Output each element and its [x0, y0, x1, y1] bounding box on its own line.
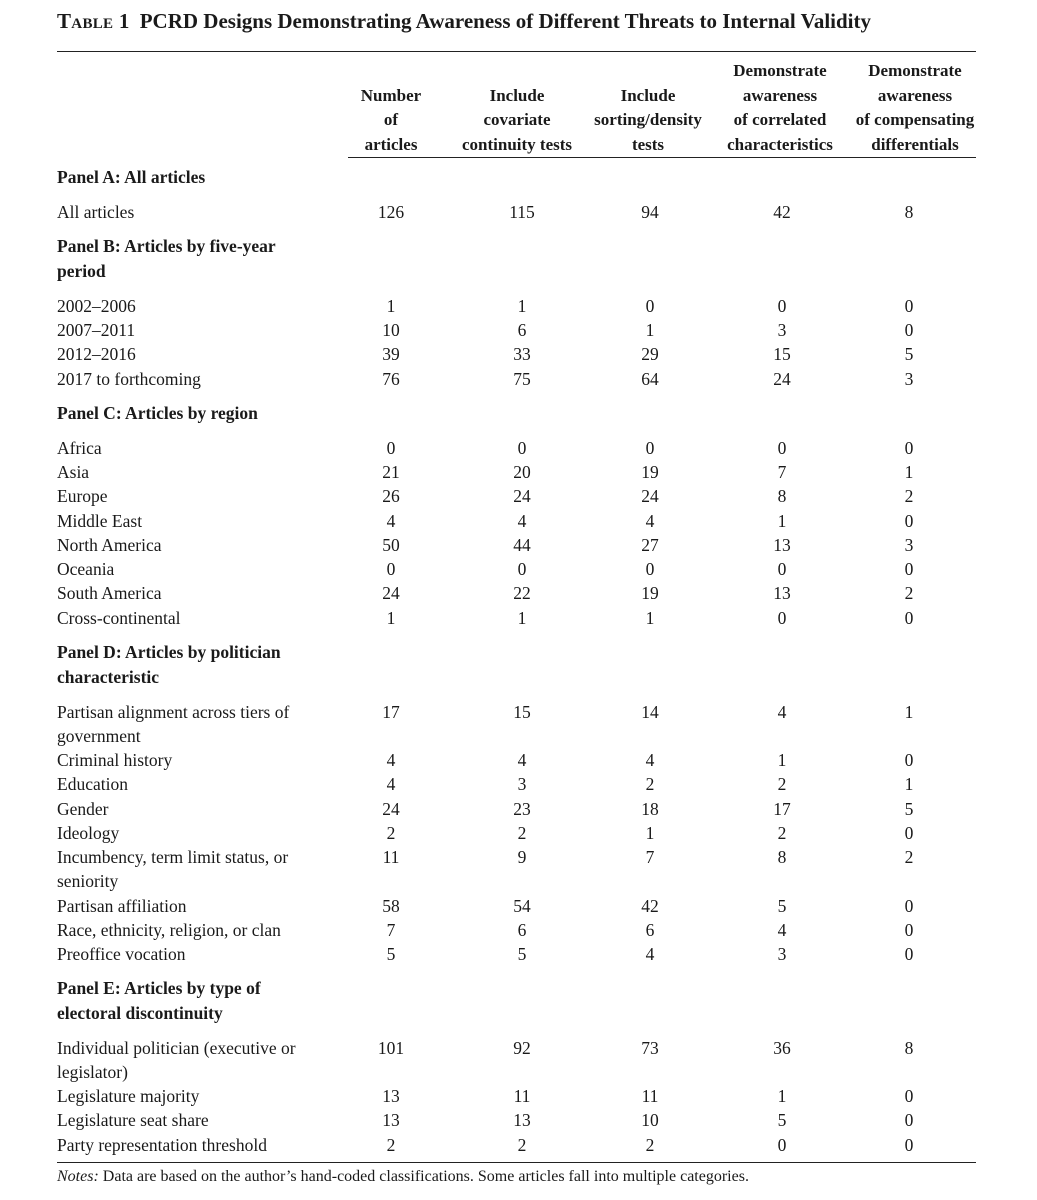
cell-sorting-tests: 0	[645, 296, 655, 316]
row-label: Race, ethnicity, religion, or clan	[57, 920, 281, 940]
cell-sorting-tests: 4	[645, 750, 655, 770]
table-row	[0, 581, 1037, 605]
row-label: Cross-continental	[57, 608, 181, 628]
cell-sorting-tests: 4	[645, 944, 655, 964]
cell-number-of-articles: 4	[386, 511, 396, 531]
cell-correlated-characteristics: 8	[777, 847, 787, 867]
cell-compensating-differentials: 2	[904, 847, 914, 867]
cell-covariate-tests: 115	[509, 202, 535, 222]
table-title-text: PCRD Designs Demonstrating Awareness of Different Threats to Internal Validity	[139, 9, 872, 33]
table-row	[0, 797, 1037, 821]
cell-covariate-tests: 44	[513, 535, 531, 555]
cell-correlated-characteristics: 15	[773, 344, 791, 364]
top-rule	[57, 51, 976, 52]
column-header-compensating-differentials: Demonstrate awareness of compensating differentials	[855, 61, 975, 154]
cell-correlated-characteristics: 3	[777, 320, 787, 340]
column-header-number-of-articles: Number of articles	[360, 85, 422, 154]
cell-correlated-characteristics: 0	[777, 608, 787, 628]
table-row	[0, 533, 1037, 557]
cell-correlated-characteristics: 4	[777, 920, 787, 940]
table-row	[0, 342, 1037, 366]
cell-covariate-tests: 4	[517, 750, 527, 770]
cell-sorting-tests: 2	[645, 1135, 655, 1155]
row-label: Legislature seat share	[57, 1110, 209, 1130]
cell-covariate-tests: 2	[517, 823, 527, 843]
cell-compensating-differentials: 0	[904, 896, 914, 916]
cell-correlated-characteristics: 3	[777, 944, 787, 964]
row-label: North America	[57, 535, 162, 555]
table-row	[0, 894, 1037, 918]
cell-sorting-tests: 0	[645, 438, 655, 458]
row-label: Education	[57, 774, 128, 794]
table-row	[0, 294, 1037, 318]
cell-number-of-articles: 24	[382, 799, 400, 819]
table-row	[0, 606, 1037, 630]
cell-compensating-differentials: 0	[904, 1110, 914, 1130]
table-row	[0, 1084, 1037, 1108]
cell-correlated-characteristics: 36	[773, 1038, 791, 1058]
row-label: South America	[57, 583, 162, 603]
notes-text: Data are based on the author’s hand-coded classifications. Some articles fall into multiple categories.	[98, 1168, 749, 1185]
cell-covariate-tests: 11	[513, 1086, 531, 1106]
cell-correlated-characteristics: 13	[773, 583, 791, 603]
cell-correlated-characteristics: 0	[777, 438, 787, 458]
row-label: Europe	[57, 486, 108, 506]
table-row	[0, 942, 1037, 966]
cell-sorting-tests: 24	[641, 486, 659, 506]
column-header-correlated-characteristics: Demonstrate awareness of correlated characteristics	[727, 61, 833, 154]
cell-covariate-tests: 24	[513, 486, 531, 506]
cell-sorting-tests: 1	[645, 823, 655, 843]
column-header-sorting-density-tests: Include sorting/density tests	[594, 85, 702, 154]
bottom-rule	[57, 1162, 976, 1163]
cell-compensating-differentials: 8	[904, 202, 914, 222]
cell-sorting-tests: 10	[641, 1110, 659, 1130]
cell-number-of-articles: 50	[382, 535, 400, 555]
cell-number-of-articles: 0	[386, 559, 396, 579]
cell-correlated-characteristics: 24	[773, 369, 791, 389]
cell-sorting-tests: 29	[641, 344, 659, 364]
cell-number-of-articles: 39	[382, 344, 400, 364]
cell-covariate-tests: 2	[517, 1135, 527, 1155]
cell-sorting-tests: 4	[645, 511, 655, 531]
cell-correlated-characteristics: 1	[777, 1086, 787, 1106]
row-label: Criminal history	[57, 750, 173, 770]
cell-number-of-articles: 126	[377, 202, 405, 222]
cell-sorting-tests: 2	[645, 774, 655, 794]
cell-compensating-differentials: 2	[904, 486, 914, 506]
table-row	[0, 845, 1037, 891]
table-row	[0, 772, 1037, 796]
cell-sorting-tests: 6	[645, 920, 655, 940]
row-label: Oceania	[57, 559, 115, 579]
row-label: Partisan affiliation	[57, 896, 187, 916]
cell-correlated-characteristics: 8	[777, 486, 787, 506]
cell-compensating-differentials: 1	[904, 462, 914, 482]
cell-compensating-differentials: 0	[904, 920, 914, 940]
cell-number-of-articles: 101	[377, 1038, 405, 1058]
cell-correlated-characteristics: 0	[777, 1135, 787, 1155]
cell-correlated-characteristics: 2	[777, 823, 787, 843]
table-row	[0, 1108, 1037, 1132]
cell-compensating-differentials: 5	[904, 344, 914, 364]
cell-number-of-articles: 4	[386, 774, 396, 794]
cell-number-of-articles: 21	[382, 462, 400, 482]
table-row	[0, 318, 1037, 342]
cell-sorting-tests: 1	[645, 320, 655, 340]
cell-number-of-articles: 11	[382, 847, 400, 867]
cell-correlated-characteristics: 0	[777, 296, 787, 316]
cell-covariate-tests: 0	[517, 559, 527, 579]
cell-covariate-tests: 75	[513, 369, 531, 389]
table-row	[0, 484, 1037, 508]
cell-compensating-differentials: 1	[904, 702, 914, 722]
cell-number-of-articles: 7	[386, 920, 396, 940]
row-label: Asia	[57, 462, 90, 482]
cell-compensating-differentials: 0	[904, 320, 914, 340]
row-label: Incumbency, term limit status, or seniority	[57, 847, 289, 891]
cell-compensating-differentials: 0	[904, 608, 914, 628]
cell-sorting-tests: 14	[641, 702, 659, 722]
panel-d-title: Panel D: Articles by politician characteristic	[57, 642, 281, 687]
cell-compensating-differentials: 0	[904, 438, 914, 458]
table-row	[0, 436, 1037, 460]
cell-number-of-articles: 24	[382, 583, 400, 603]
table-row	[0, 700, 1037, 746]
cell-covariate-tests: 6	[517, 320, 527, 340]
row-label: 2017 to forthcoming	[57, 369, 201, 389]
cell-compensating-differentials: 1	[904, 774, 914, 794]
table-row	[0, 200, 1037, 224]
table-title	[57, 9, 871, 34]
row-label: Ideology	[57, 823, 120, 843]
cell-sorting-tests: 0	[645, 559, 655, 579]
cell-covariate-tests: 92	[513, 1038, 531, 1058]
table-row	[0, 918, 1037, 942]
cell-compensating-differentials: 0	[904, 1135, 914, 1155]
cell-covariate-tests: 4	[517, 511, 527, 531]
cell-number-of-articles: 13	[382, 1086, 400, 1106]
cell-compensating-differentials: 0	[904, 750, 914, 770]
cell-correlated-characteristics: 5	[777, 896, 787, 916]
row-label: 2007–2011	[57, 320, 136, 340]
cell-covariate-tests: 15	[513, 702, 531, 722]
cell-compensating-differentials: 8	[904, 1038, 914, 1058]
panel-e-title: Panel E: Articles by type of electoral discontinuity	[57, 978, 261, 1023]
cell-sorting-tests: 19	[641, 462, 659, 482]
cell-compensating-differentials: 0	[904, 296, 914, 316]
cell-covariate-tests: 23	[513, 799, 531, 819]
panel-a-title: Panel A: All articles	[57, 167, 206, 187]
cell-number-of-articles: 2	[386, 823, 396, 843]
table-row	[0, 1036, 1037, 1082]
cell-number-of-articles: 26	[382, 486, 400, 506]
cell-sorting-tests: 1	[645, 608, 655, 628]
cell-compensating-differentials: 0	[904, 511, 914, 531]
row-label: Gender	[57, 799, 109, 819]
cell-correlated-characteristics: 1	[777, 511, 787, 531]
cell-number-of-articles: 76	[382, 369, 400, 389]
table-label: Table 1	[57, 9, 130, 33]
cell-compensating-differentials: 2	[904, 583, 914, 603]
cell-correlated-characteristics: 2	[777, 774, 787, 794]
cell-correlated-characteristics: 1	[777, 750, 787, 770]
cell-sorting-tests: 18	[641, 799, 659, 819]
cell-compensating-differentials: 0	[904, 1086, 914, 1106]
cell-number-of-articles: 5	[386, 944, 396, 964]
panel-c-title: Panel C: Articles by region	[57, 403, 258, 423]
cell-compensating-differentials: 3	[904, 369, 914, 389]
cell-covariate-tests: 1	[517, 608, 527, 628]
cell-number-of-articles: 58	[382, 896, 400, 916]
cell-covariate-tests: 0	[517, 438, 527, 458]
cell-compensating-differentials: 0	[904, 823, 914, 843]
cell-compensating-differentials: 3	[904, 535, 914, 555]
cell-covariate-tests: 33	[513, 344, 531, 364]
column-header-covariate-tests: Include covariate continuity tests	[461, 85, 573, 154]
cell-correlated-characteristics: 42	[773, 202, 791, 222]
table-notes	[57, 1168, 749, 1186]
cell-sorting-tests: 19	[641, 583, 659, 603]
cell-correlated-characteristics: 17	[773, 799, 791, 819]
row-label: Partisan alignment across tiers of government	[57, 702, 290, 746]
row-label: All articles	[57, 202, 135, 222]
cell-sorting-tests: 64	[641, 369, 659, 389]
cell-correlated-characteristics: 4	[777, 702, 787, 722]
cell-number-of-articles: 1	[386, 296, 396, 316]
cell-number-of-articles: 1	[386, 608, 396, 628]
row-label: Middle East	[57, 511, 143, 531]
cell-covariate-tests: 6	[517, 920, 527, 940]
cell-covariate-tests: 1	[517, 296, 527, 316]
row-label: 2012–2016	[57, 344, 136, 364]
table-row	[0, 1133, 1037, 1157]
cell-number-of-articles: 17	[382, 702, 400, 722]
cell-number-of-articles: 0	[386, 438, 396, 458]
cell-sorting-tests: 11	[641, 1086, 659, 1106]
cell-compensating-differentials: 0	[904, 559, 914, 579]
cell-correlated-characteristics: 7	[777, 462, 787, 482]
cell-correlated-characteristics: 13	[773, 535, 791, 555]
cell-sorting-tests: 94	[641, 202, 659, 222]
cell-covariate-tests: 54	[513, 896, 531, 916]
cell-covariate-tests: 3	[517, 774, 527, 794]
cell-correlated-characteristics: 0	[777, 559, 787, 579]
cell-sorting-tests: 27	[641, 535, 659, 555]
cell-sorting-tests: 73	[641, 1038, 659, 1058]
table-row	[0, 460, 1037, 484]
header-rule	[348, 157, 976, 158]
row-label: Africa	[57, 438, 102, 458]
row-label: Preoffice vocation	[57, 944, 186, 964]
cell-number-of-articles: 2	[386, 1135, 396, 1155]
cell-covariate-tests: 9	[517, 847, 527, 867]
cell-sorting-tests: 7	[645, 847, 655, 867]
row-label: Individual politician (executive or legislator)	[57, 1038, 296, 1082]
panel-b-title: Panel B: Articles by five-year period	[57, 236, 276, 281]
table-row	[0, 821, 1037, 845]
cell-correlated-characteristics: 5	[777, 1110, 787, 1130]
cell-number-of-articles: 10	[382, 320, 400, 340]
row-label: Legislature majority	[57, 1086, 200, 1106]
cell-compensating-differentials: 5	[904, 799, 914, 819]
cell-number-of-articles: 4	[386, 750, 396, 770]
cell-covariate-tests: 13	[513, 1110, 531, 1130]
row-label: Party representation threshold	[57, 1135, 267, 1155]
cell-covariate-tests: 20	[513, 462, 531, 482]
table-row	[0, 748, 1037, 772]
cell-covariate-tests: 22	[513, 583, 531, 603]
table-row	[0, 367, 1037, 391]
table-row	[0, 509, 1037, 533]
cell-compensating-differentials: 0	[904, 944, 914, 964]
notes-label: Notes:	[57, 1168, 99, 1185]
cell-covariate-tests: 5	[517, 944, 527, 964]
cell-number-of-articles: 13	[382, 1110, 400, 1130]
cell-sorting-tests: 42	[641, 896, 659, 916]
row-label: 2002–2006	[57, 296, 136, 316]
table-row	[0, 557, 1037, 581]
